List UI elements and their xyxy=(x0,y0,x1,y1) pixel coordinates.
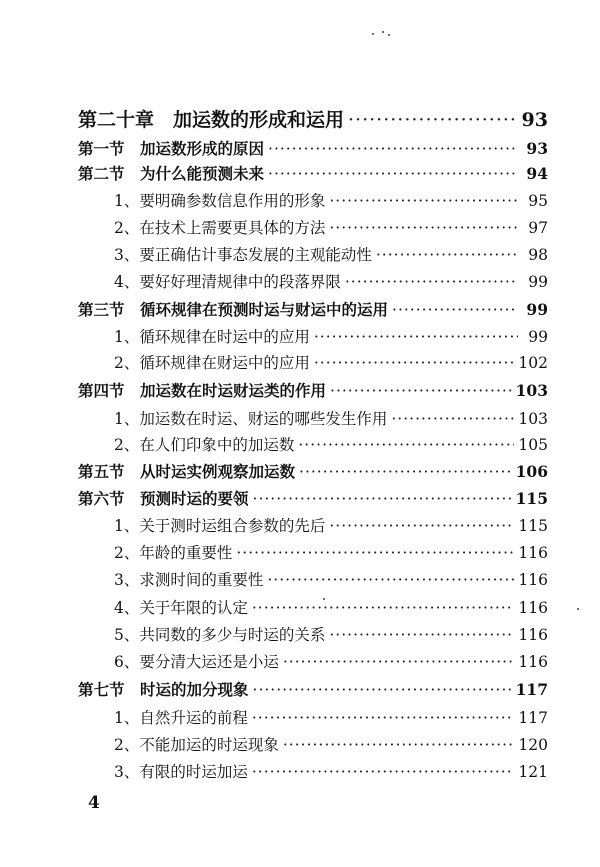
toc-entry-title: 第七节 时运的加分现象 xyxy=(78,680,249,699)
toc-entry-title: 1、循环规律在时运中的应用 xyxy=(114,328,310,346)
toc-entry-page: 97 xyxy=(528,219,548,237)
leader-dots xyxy=(283,736,515,754)
toc-entry-title: 2、不能加运的时运现象 xyxy=(114,736,279,754)
toc-entry-title: 2、年龄的重要性 xyxy=(114,544,233,562)
toc-entry-item xyxy=(114,189,548,211)
toc-entry-item xyxy=(114,623,548,645)
toc-entry-page: 93 xyxy=(521,109,548,131)
toc-entry-title: 3、有限的时运加运 xyxy=(114,763,248,781)
leader-dots xyxy=(299,463,512,481)
leader-dots xyxy=(252,763,515,781)
toc-entry-item xyxy=(114,706,548,728)
toc-entry-page: 103 xyxy=(515,381,548,400)
toc-entry-section-7 xyxy=(78,678,548,700)
toc-entry-section-2 xyxy=(78,162,548,184)
toc-entry-title: 2、在技术上需要更具体的方法 xyxy=(114,219,326,237)
toc-entry-item xyxy=(114,514,548,536)
leader-dots xyxy=(253,490,512,508)
toc-entry-section-1 xyxy=(78,137,548,159)
toc-entry-page: 106 xyxy=(515,462,548,481)
toc-entry-page: 116 xyxy=(518,626,548,644)
page-number: 4 xyxy=(88,793,100,813)
toc-entry-page: 116 xyxy=(518,544,548,562)
toc-entry-chapter-20 xyxy=(78,105,548,132)
toc-entry-title: 2、在人们印象中的加运数 xyxy=(114,436,295,454)
toc-entry-page: 99 xyxy=(526,300,548,319)
leader-dots xyxy=(267,571,514,589)
toc-entry-title: 6、要分清大运还是小运 xyxy=(114,653,279,671)
toc-entry-item xyxy=(114,270,548,292)
toc-entry-title: 4、关于年限的认定 xyxy=(114,599,248,617)
scan-speck xyxy=(382,31,384,33)
toc-entry-title: 4、要好好理清规律中的段落界限 xyxy=(114,273,341,291)
toc-entry-title: 5、共同数的多少与时运的关系 xyxy=(114,626,326,644)
leader-dots xyxy=(329,517,514,535)
toc-entry-title: 第二十章 加运数的形成和运用 xyxy=(78,109,345,131)
scan-speck xyxy=(323,598,325,600)
toc-entry-title: 2、循环规律在财运中的应用 xyxy=(114,354,310,372)
toc-entry-page: 93 xyxy=(526,139,548,158)
leader-dots xyxy=(236,544,514,562)
toc-entry-item xyxy=(114,596,548,618)
toc-entry-page: 115 xyxy=(515,489,548,508)
toc-entry-title: 1、加运数在时运、财运的哪些发生作用 xyxy=(114,410,388,428)
leader-dots xyxy=(329,192,518,210)
toc-entry-item xyxy=(114,650,548,672)
toc-entry-page: 94 xyxy=(526,164,548,183)
leader-dots xyxy=(268,165,518,183)
toc-entry-page: 99 xyxy=(528,328,548,346)
toc-entry-title: 第二节 为什么能预测未来 xyxy=(78,164,265,183)
toc-entry-item xyxy=(114,351,548,373)
toc-entry-title: 1、自然升运的前程 xyxy=(114,709,248,727)
scan-speck xyxy=(372,33,374,35)
toc-entry-section-6 xyxy=(78,487,548,509)
toc-entry-item xyxy=(114,216,548,238)
toc-entry-page: 98 xyxy=(528,246,548,264)
toc-entry-page: 95 xyxy=(528,192,548,210)
toc-entry-page: 115 xyxy=(518,517,548,535)
toc-entry-item xyxy=(114,243,548,265)
toc-entry-page: 120 xyxy=(518,736,548,754)
toc-entry-item xyxy=(114,568,548,590)
leader-dots xyxy=(392,301,518,319)
toc-entry-page: 121 xyxy=(518,763,548,781)
leader-dots xyxy=(283,653,515,671)
toc-entry-page: 116 xyxy=(518,599,548,617)
toc-entry-item xyxy=(114,733,548,755)
leader-dots xyxy=(268,140,518,158)
leader-dots xyxy=(314,328,518,346)
toc-entry-title: 第六节 预测时运的要领 xyxy=(78,489,249,508)
toc-entry-page: 116 xyxy=(518,653,548,671)
toc-entry-title: 第一节 加运数形成的原因 xyxy=(78,139,265,158)
toc-entry-item xyxy=(114,541,548,563)
leader-dots xyxy=(329,626,514,644)
toc-entry-item xyxy=(114,760,548,782)
toc-entry-title: 3、要正确估计事态发展的主观能动性 xyxy=(114,246,372,264)
toc-entry-title: 1、关于测时运组合参数的先后 xyxy=(114,517,326,535)
leader-dots xyxy=(298,436,514,454)
toc-entry-item xyxy=(114,433,548,455)
toc-entry-page: 116 xyxy=(518,571,548,589)
toc-entry-title: 第四节 加运数在时运财运类的作用 xyxy=(78,381,327,400)
toc-entry-section-3 xyxy=(78,298,548,320)
leader-dots xyxy=(330,382,512,400)
scan-speck xyxy=(577,608,579,610)
leader-dots xyxy=(391,410,514,428)
toc-entry-page: 117 xyxy=(518,709,548,727)
leader-dots xyxy=(345,273,518,291)
leader-dots xyxy=(252,709,515,727)
leader-dots xyxy=(329,219,518,237)
toc-entry-item xyxy=(114,325,548,347)
toc-entry-page: 102 xyxy=(518,354,548,372)
toc-entry-item xyxy=(114,407,548,429)
toc-entry-page: 105 xyxy=(518,436,548,454)
leader-dots xyxy=(376,246,518,264)
leader-dots xyxy=(348,109,518,131)
toc-entry-section-5 xyxy=(78,460,548,482)
toc-entry-page: 99 xyxy=(528,273,548,291)
toc-entry-page: 103 xyxy=(518,410,548,428)
toc-entry-title: 1、要明确参数信息作用的形象 xyxy=(114,192,326,210)
toc-entry-title: 第五节 从时运实例观察加运数 xyxy=(78,462,296,481)
toc-entry-title: 第三节 循环规律在预测时运与财运中的运用 xyxy=(78,300,389,319)
scan-speck xyxy=(388,34,390,36)
leader-dots xyxy=(314,354,515,372)
toc-entry-title: 3、求测时间的重要性 xyxy=(114,571,264,589)
toc-entry-page: 117 xyxy=(515,680,548,699)
leader-dots xyxy=(253,681,512,699)
leader-dots xyxy=(252,599,515,617)
toc-entry-section-4 xyxy=(78,379,548,401)
